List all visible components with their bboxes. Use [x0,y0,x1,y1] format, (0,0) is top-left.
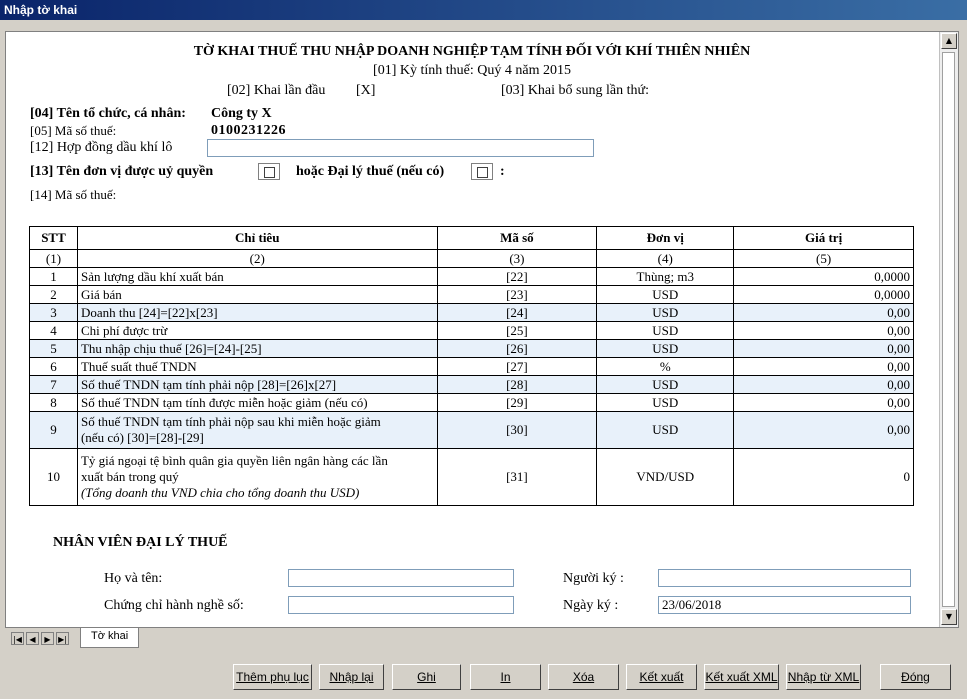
org-label: [04] Tên tổ chức, cá nhân: [30,106,186,121]
row-code: [30] [437,412,597,449]
agent-name-input[interactable] [288,569,514,587]
row-item: Số thuế TNDN tạm tính phải nộp [28]=[26]x[27] [77,376,437,394]
row-stt: 3 [30,304,78,322]
import-xml-button[interactable] [786,664,861,690]
row-item-note: (Tổng doanh thu VND chia cho tổng doanh thu USD) [80,485,360,500]
close-button[interactable] [880,664,951,690]
table-row [30,268,914,286]
row-code: [22] [437,268,597,286]
row-item: Thu nhập chịu thuế [26]=[24]-[25] [77,340,437,358]
row-code: [25] [437,322,597,340]
window-titlebar [0,0,967,20]
save-button[interactable] [392,664,461,690]
export-xml-label: Kết xuất XML [705,670,778,684]
table-row [30,340,914,358]
row-item-line1: Tỷ giá ngoại tệ bình quân gia quyền liên ngân hàng các lần [80,453,388,468]
row-code: [23] [437,286,597,304]
tax-code14-label: [14] Mã số thuế: [30,187,117,202]
reenter-label: Nhập lại [329,670,374,684]
row-unit: USD [597,376,734,394]
row-unit: USD [597,412,734,449]
row-stt: 5 [30,340,78,358]
cert-label: Chứng chỉ hành nghề số: [104,598,244,613]
declaration-table [29,226,914,506]
form-title: TỜ KHAI THUẾ THU NHẬP DOANH NGHIỆP TẠM TÍNH ĐỐI VỚI KHÍ THIÊN NHIÊN [193,44,751,59]
reenter-button[interactable] [319,664,384,690]
contract-label: [12] Hợp đồng dầu khí lô [30,140,173,155]
row-stt: 6 [30,358,78,376]
delete-button[interactable] [548,664,619,690]
header-value: Giá trị [734,227,914,250]
agent-colon: : [500,164,505,179]
vertical-scrollbar[interactable] [939,32,958,627]
row-code: [28] [437,376,597,394]
tab-to-khai[interactable]: Tờ khai [80,628,139,648]
header-unit: Đơn vị [597,227,734,250]
row-item: Thuế suất thuế TNDN [77,358,437,376]
row-unit: USD [597,304,734,322]
row-item: Số thuế TNDN tạm tính được miễn hoặc giảm (nếu có) [77,394,437,412]
row-value[interactable]: 0,00 [734,394,914,412]
row-code: [26] [437,340,597,358]
agent-name-label: Họ và tên: [104,571,163,586]
tax-period: [01] Kỳ tính thuế: Quý 4 năm 2015 [373,63,571,78]
print-button[interactable] [470,664,541,690]
row-stt: 1 [30,268,78,286]
close-label: Đóng [901,670,930,684]
row-stt: 8 [30,394,78,412]
row-stt: 7 [30,376,78,394]
header-stt: STT [30,227,78,250]
row-code: [31] [437,449,597,506]
window-title: Nhập tờ khai [4,3,78,17]
agent-heading: NHÂN VIÊN ĐẠI LÝ THUẾ [53,535,228,550]
last-sheet-icon[interactable]: ▶| [56,632,69,645]
add-appendix-label: Thêm phụ lục [236,670,309,684]
row-item-line2: (nếu có) [30]=[28]-[29] [80,430,204,445]
row-value[interactable]: 0,00 [734,322,914,340]
export-button[interactable] [626,664,697,690]
row-stt: 9 [30,412,78,449]
table-row [30,304,914,322]
add-appendix-button[interactable] [233,664,312,690]
row-item: Giá bán [77,286,437,304]
table-row [30,286,914,304]
sign-date-input[interactable]: 23/06/2018 [658,596,911,614]
row-stt: 2 [30,286,78,304]
row-item: Sản lượng dầu khí xuất bán [77,268,437,286]
next-sheet-icon[interactable]: ▶ [41,632,54,645]
subheader-cell: (1) [30,250,78,268]
authorized-checkbox[interactable] [258,163,280,180]
supplement-label: [03] Khai bổ sung lần thứ: [501,83,649,98]
table-row [30,322,914,340]
row-value[interactable]: 0,0000 [734,268,914,286]
agent-label: hoặc Đại lý thuế (nếu có) [296,164,445,179]
row-item: Doanh thu [24]=[22]x[23] [77,304,437,322]
row-value[interactable]: 0 [734,449,914,506]
table-row [30,358,914,376]
header-code: Mã số [437,227,597,250]
subheader-cell: (3) [437,250,597,268]
action-bar [0,656,967,699]
form-content [6,32,938,627]
scroll-up-icon[interactable]: ▲ [941,33,957,49]
scroll-down-icon[interactable]: ▼ [941,609,957,625]
form-frame [5,31,959,628]
first-sheet-icon[interactable]: |◀ [11,632,24,645]
tax-code-value: 0100231226 [211,123,286,138]
tax-code-label: [05] Mã số thuế: [30,123,117,138]
row-unit: Thùng; m3 [597,268,734,286]
header-item: Chỉ tiêu [77,227,437,250]
row-unit: USD [597,322,734,340]
save-label: Ghi [417,670,436,684]
prev-sheet-icon[interactable]: ◀ [26,632,39,645]
table-row [30,412,914,449]
table-row [30,449,914,506]
row-unit: USD [597,286,734,304]
export-label: Kết xuất [639,670,684,684]
row-value: 0,00 [734,412,914,449]
agent-checkbox[interactable] [471,163,493,180]
cert-input[interactable] [288,596,514,614]
org-value: Công ty X [211,106,272,121]
row-value: 0,00 [734,376,914,394]
row-item [77,449,437,506]
table-row [30,376,914,394]
first-filing-label: [02] Khai lần đầu [227,83,326,98]
sign-date-label: Ngày ký : [563,598,619,613]
signer-label: Người ký : [563,571,624,586]
row-unit: USD [597,340,734,358]
row-item: Chi phí được trừ [77,322,437,340]
row-stt: 10 [30,449,78,506]
row-value[interactable]: 0,0000 [734,286,914,304]
row-value: 0,00 [734,340,914,358]
row-value: 0,00 [734,304,914,322]
row-code: [27] [437,358,597,376]
row-code: [29] [437,394,597,412]
contract-input[interactable] [207,139,594,157]
subheader-cell: (4) [597,250,734,268]
row-item-line1: Số thuế TNDN tạm tính phải nộp sau khi miễn hoặc giảm [80,414,381,429]
row-value[interactable]: 0,00 [734,358,914,376]
subheader-cell: (5) [734,250,914,268]
import-xml-label: Nhập từ XML [787,670,860,684]
scroll-track[interactable] [942,52,955,607]
row-code: [24] [437,304,597,322]
row-unit: % [597,358,734,376]
row-stt: 4 [30,322,78,340]
first-filing-value[interactable]: [X] [356,83,376,98]
row-unit: USD [597,394,734,412]
authorized-label: [13] Tên đơn vị được uỷ quyền [30,164,214,179]
sheet-tabbar [5,628,959,648]
subheader-cell: (2) [77,250,437,268]
row-item-line2: xuất bán trong quý [80,469,179,484]
delete-label: Xóa [572,670,595,684]
export-xml-button[interactable] [704,664,779,690]
row-item [77,412,437,449]
row-unit: VND/USD [597,449,734,506]
table-row [30,394,914,412]
signer-input[interactable] [658,569,911,587]
print-label: In [500,670,511,684]
